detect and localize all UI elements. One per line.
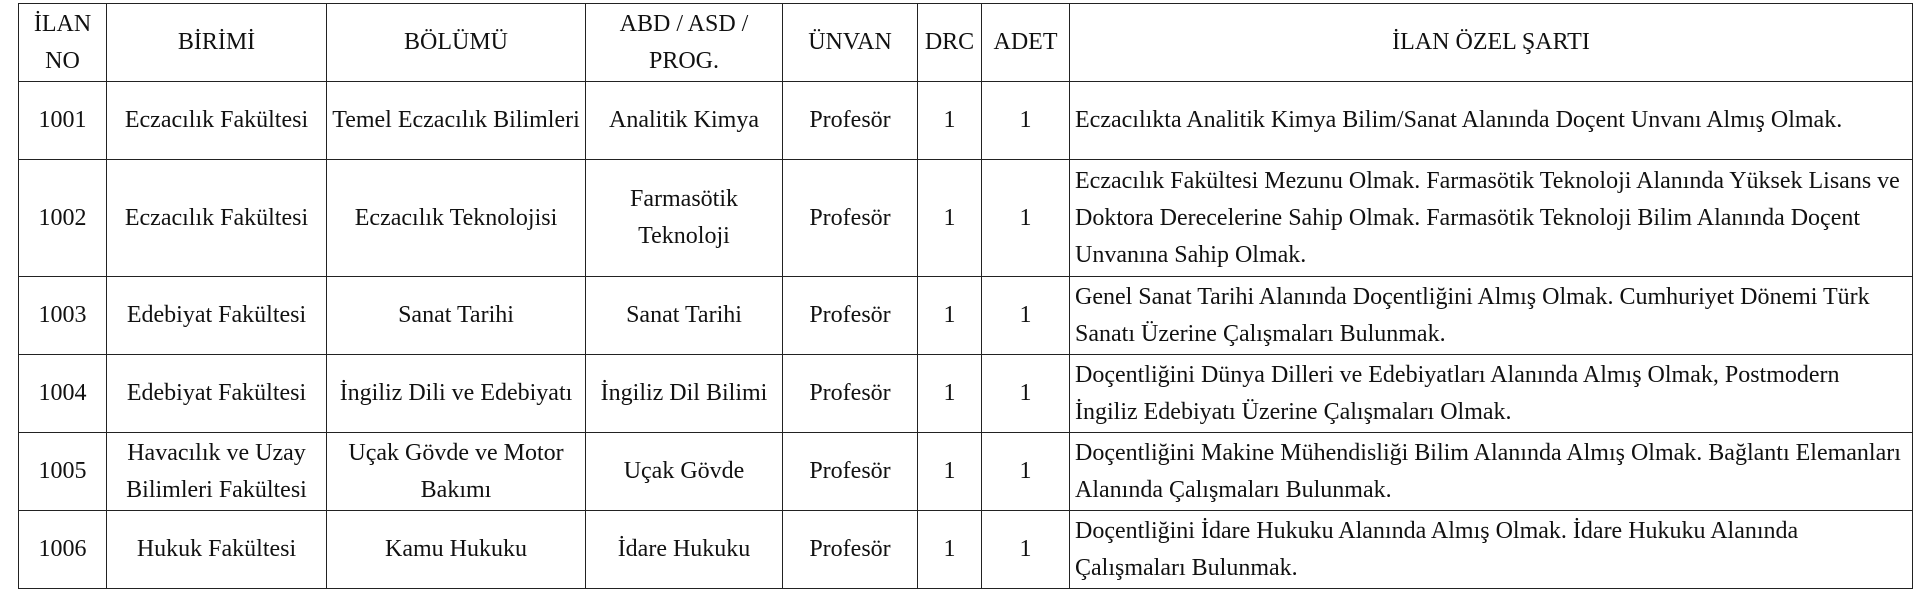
cell-bolumu: Kamu Hukuku xyxy=(327,511,586,589)
cell-unvan: Profesör xyxy=(783,355,918,433)
cell-bolumu: İngiliz Dili ve Edebiyatı xyxy=(327,355,586,433)
cell-drc: 1 xyxy=(918,355,982,433)
table-row xyxy=(19,511,1913,589)
cell-abd: İngiliz Dil Bilimi xyxy=(586,355,783,433)
header-birimi: BİRİMİ xyxy=(107,4,327,82)
cell-adet: 1 xyxy=(982,511,1070,589)
cell-unvan: Profesör xyxy=(783,160,918,277)
cell-bolumu: Temel Eczacılık Bilimleri xyxy=(327,82,586,160)
cell-ilan-no: 1002 xyxy=(19,160,107,277)
header-unvan: ÜNVAN xyxy=(783,4,918,82)
cell-adet: 1 xyxy=(982,355,1070,433)
cell-abd: Uçak Gövde xyxy=(586,433,783,511)
cell-abd: Analitik Kimya xyxy=(586,82,783,160)
cell-birimi: Havacılık ve Uzay Bilimleri Fakültesi xyxy=(107,433,327,511)
cell-adet: 1 xyxy=(982,160,1070,277)
cell-ozel-sart: Doçentliğini Makine Mühendisliği Bilim Alanında Almış Olmak. Bağlantı Elemanları Alanında Çalışmaları Bulunmak. xyxy=(1070,433,1913,511)
cell-bolumu: Sanat Tarihi xyxy=(327,277,586,355)
cell-ilan-no: 1003 xyxy=(19,277,107,355)
cell-ozel-sart: Genel Sanat Tarihi Alanında Doçentliğini Almış Olmak. Cumhuriyet Dönemi Türk Sanatı Üzerine Çalışmaları Bulunmak. xyxy=(1070,277,1913,355)
cell-adet: 1 xyxy=(982,277,1070,355)
cell-birimi: Edebiyat Fakültesi xyxy=(107,277,327,355)
cell-drc: 1 xyxy=(918,82,982,160)
cell-abd: Farmasötik Teknoloji xyxy=(586,160,783,277)
cell-bolumu: Eczacılık Teknolojisi xyxy=(327,160,586,277)
cell-birimi: Eczacılık Fakültesi xyxy=(107,82,327,160)
header-bolumu: BÖLÜMÜ xyxy=(327,4,586,82)
cell-adet: 1 xyxy=(982,82,1070,160)
cell-ozel-sart: Eczacılık Fakültesi Mezunu Olmak. Farmasötik Teknoloji Alanında Yüksek Lisans ve Doktora Derecelerine Sahip Olmak. Farmasötik Teknoloji Bilim Alanında Doçent Unvanına Sahip Olmak. xyxy=(1070,160,1913,277)
cell-birimi: Eczacılık Fakültesi xyxy=(107,160,327,277)
cell-unvan: Profesör xyxy=(783,511,918,589)
cell-unvan: Profesör xyxy=(783,433,918,511)
cell-abd: Sanat Tarihi xyxy=(586,277,783,355)
cell-ozel-sart: Doçentliğini Dünya Dilleri ve Edebiyatları Alanında Almış Olmak, Postmodern İngiliz Edebiyatı Üzerine Çalışmaları Olmak. xyxy=(1070,355,1913,433)
header-abd: ABD / ASD / PROG. xyxy=(586,4,783,82)
cell-ozel-sart: Doçentliğini İdare Hukuku Alanında Almış Olmak. İdare Hukuku Alanında Çalışmaları Bulunmak. xyxy=(1070,511,1913,589)
cell-drc: 1 xyxy=(918,511,982,589)
cell-drc: 1 xyxy=(918,277,982,355)
cell-ilan-no: 1001 xyxy=(19,82,107,160)
cell-ilan-no: 1005 xyxy=(19,433,107,511)
cell-bolumu: Uçak Gövde ve Motor Bakımı xyxy=(327,433,586,511)
header-adet: ADET xyxy=(982,4,1070,82)
header-drc: DRC xyxy=(918,4,982,82)
cell-drc: 1 xyxy=(918,160,982,277)
cell-adet: 1 xyxy=(982,433,1070,511)
cell-abd: İdare Hukuku xyxy=(586,511,783,589)
table-row xyxy=(19,433,1913,511)
table-row xyxy=(19,160,1913,277)
header-ozel-sart: İLAN ÖZEL ŞARTI xyxy=(1070,4,1913,82)
table-row xyxy=(19,355,1913,433)
header-row xyxy=(19,4,1913,82)
cell-ilan-no: 1006 xyxy=(19,511,107,589)
table-row xyxy=(19,82,1913,160)
cell-birimi: Hukuk Fakültesi xyxy=(107,511,327,589)
header-ilan-no: İLAN NO xyxy=(19,4,107,82)
cell-drc: 1 xyxy=(918,433,982,511)
cell-ozel-sart: Eczacılıkta Analitik Kimya Bilim/Sanat Alanında Doçent Unvanı Almış Olmak. xyxy=(1070,82,1913,160)
cell-unvan: Profesör xyxy=(783,82,918,160)
cell-ilan-no: 1004 xyxy=(19,355,107,433)
cell-birimi: Edebiyat Fakültesi xyxy=(107,355,327,433)
job-postings-table xyxy=(18,3,1913,589)
cell-unvan: Profesör xyxy=(783,277,918,355)
table-row xyxy=(19,277,1913,355)
